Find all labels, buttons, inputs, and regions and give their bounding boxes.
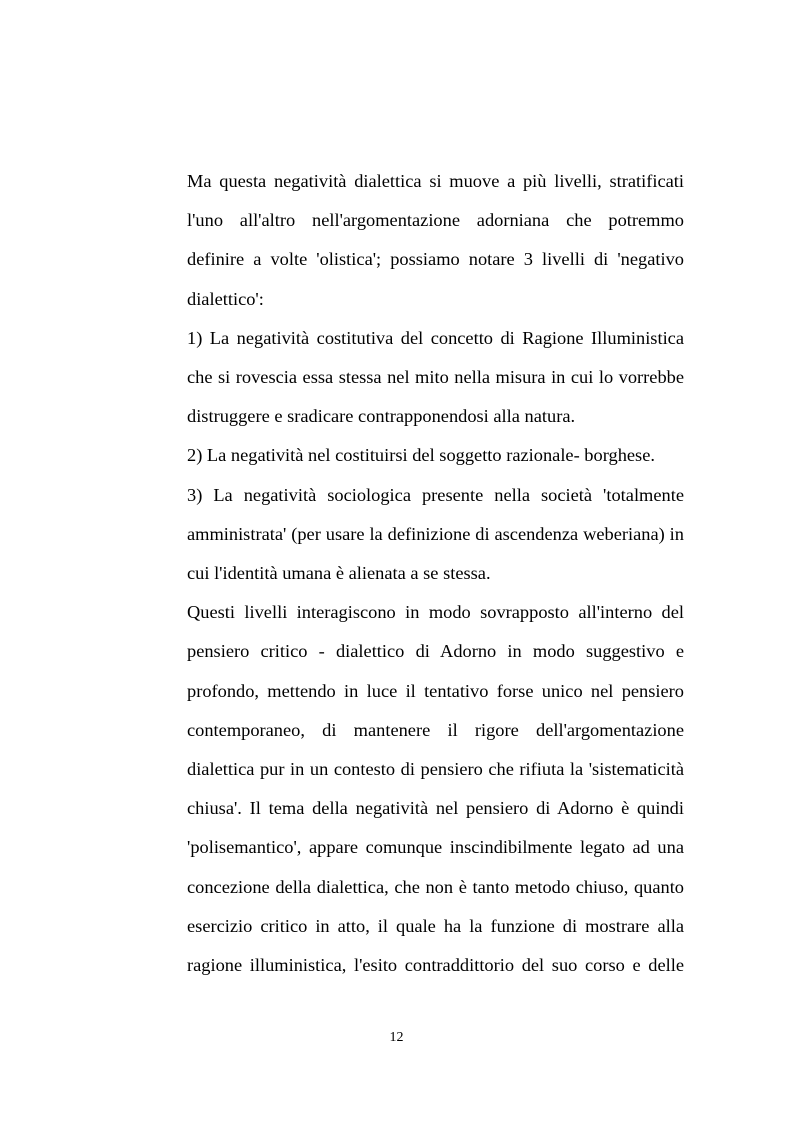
body-text: [187, 162, 684, 985]
page-number: 12: [389, 1030, 404, 1045]
paragraph-level-3: 3) La negatività sociologica presente nella società 'totalmente amministrata' (per usare la definizione di ascendenza weberiana) in cui l'identità umana è alienata a se stessa.: [187, 484, 684, 584]
paragraph-level-1: 1) La negatività costitutiva del concetto di Ragione Illuministica che si rovescia essa stessa nel mito nella misura in cui lo vorrebbe distruggere e sradicare contrapponendosi alla natura.: [187, 327, 684, 427]
paragraph-level-2: 2) La negatività nel costituirsi del soggetto razionale- borghese.: [187, 445, 655, 466]
paragraph-conclusion: Questi livelli interagiscono in modo sovrapposto all'interno del pensiero critico - dialettico di Adorno in modo suggestivo e profondo, mettendo in luce il tentativo forse unico nel pensiero contemporaneo, di mantenere il rigore dell'argomentazione dialettica pur in un contesto di pensiero che rifiuta la 'sistematicità chiusa'. Il tema della negatività nel pensiero di Adorno è quindi 'polisemantico', appare comunque inscindibilmente legato ad una concezione della dialettica, che non è tanto metodo chiuso, quanto esercizio critico in atto, il quale ha la funzione di mostrare alla ragione illuministica, l'esito contraddittorio del suo corso e delle: [187, 602, 684, 976]
paragraph-intro: Ma questa negatività dialettica si muove a più livelli, stratificati l'uno all'altro nell'argomentazione adorniana che potremmo definire a volte 'olistica'; possiamo notare 3 livelli di 'negativo dialettico':: [187, 171, 684, 309]
